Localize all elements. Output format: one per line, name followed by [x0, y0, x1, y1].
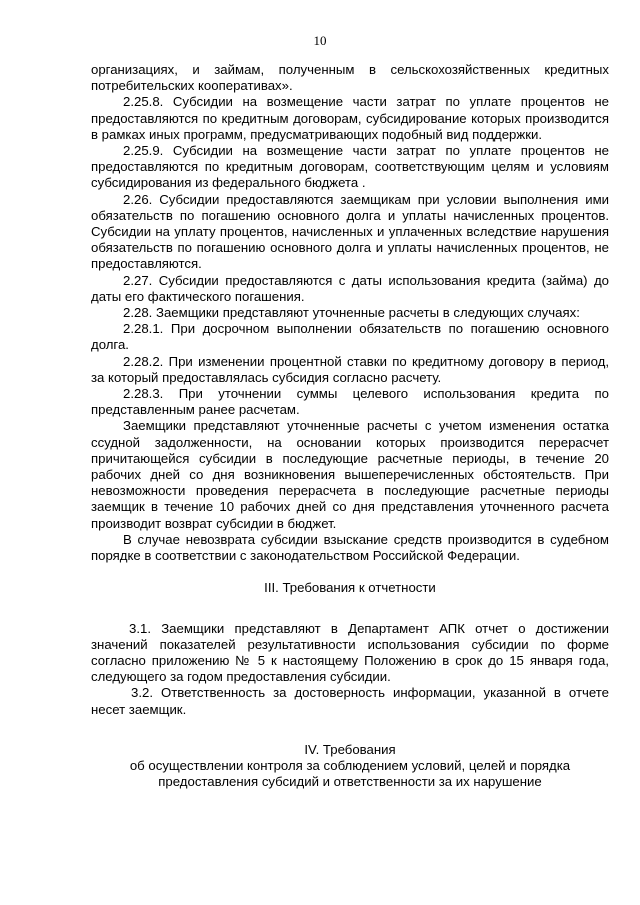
paragraph-2-28-1: 2.28.1. При досрочном выполнении обязательств по погашению основного долга.	[91, 321, 609, 353]
section-3-heading: III. Требования к отчетности	[264, 580, 436, 596]
section-4-heading-line2: об осуществлении контроля за соблюдением условий, целей и порядка	[129, 757, 571, 773]
paragraph-2-28-3: 2.28.3. При уточнении суммы целевого использования кредита по представленным ранее расчетам.	[91, 386, 609, 418]
paragraph-recalculation: Заемщики представляют уточненные расчеты с учетом изменения остатка ссудной задолженности, на основании которых производится перерасчет причитающейся субсидии в последующие расчетные периоды, в течение 20 рабочих дней со дня возникновения вышеперечисленных обстоятельств. При невозможности проведения перерасчета в последующие расчетные периоды заемщик в течение 10 рабочих дней со дня представления уточненного расчета производит возврат субсидии в бюджет.	[91, 418, 609, 531]
paragraph-continuation: организациях, и займам, полученным в сельскохозяйственных кредитных потребительских кооперативах».	[91, 62, 609, 94]
paragraph-2-28-2: 2.28.2. При изменении процентной ставки по кредитному договору в период, за который предоставлялась субсидия согласно расчету.	[91, 353, 609, 385]
paragraph-non-return: В случае невозврата субсидии взыскание средств производится в судебном порядке в соответствии с законодательством Российской Федерации.	[91, 531, 609, 564]
paragraph-3-2: 3.2. Ответственность за достоверность информации, указанной в отчете несет заемщик.	[91, 685, 609, 717]
section-4-heading	[91, 742, 609, 791]
paragraph-2-25-8: 2.25.8. Субсидии на возмещение части затрат по уплате процентов не предоставляются по кредитным договорам, субсидирование которых производится в рамках иных программ, предусматривающих подобный вид поддержки.	[91, 94, 609, 142]
paragraph-2-26: 2.26. Субсидии предоставляются заемщикам при условии выполнения ими обязательств по погашению основного долга и уплаты начисленных процентов. Субсидии на уплату процентов, начисленных и уплаченных вследствие нарушения обязательств по погашению основного долга и уплаты начисленных процентов, не предоставляются.	[91, 191, 609, 272]
paragraph-2-25-9: 2.25.9. Субсидии на возмещение части затрат по уплате процентов не предоставляются по кредитным договорам, соответствующим целям и условиям субсидирования из федерального бюджета .	[91, 143, 609, 191]
page-number: 10	[313, 33, 327, 48]
section-4-heading-line3: предоставления субсидий и ответственности за их нарушение	[158, 774, 542, 790]
paragraph-2-28: 2.28. Заемщики представляют уточненные расчеты в следующих случаях:	[123, 305, 580, 321]
paragraph-2-27: 2.27. Субсидии предоставляются с даты использования кредита (займа) до даты его фактического погашения.	[91, 272, 609, 304]
section-4-heading-line1: IV. Требования	[304, 741, 396, 757]
document-body	[91, 62, 609, 790]
paragraph-3-1: 3.1. Заемщики представляют в Департамент АПК отчет о достижении значений показателей результативности использования субсидии по форме согласно приложению № 5 к настоящему Положению в срок до 15 января года, следующего за годом предоставления субсидии.	[91, 620, 609, 685]
